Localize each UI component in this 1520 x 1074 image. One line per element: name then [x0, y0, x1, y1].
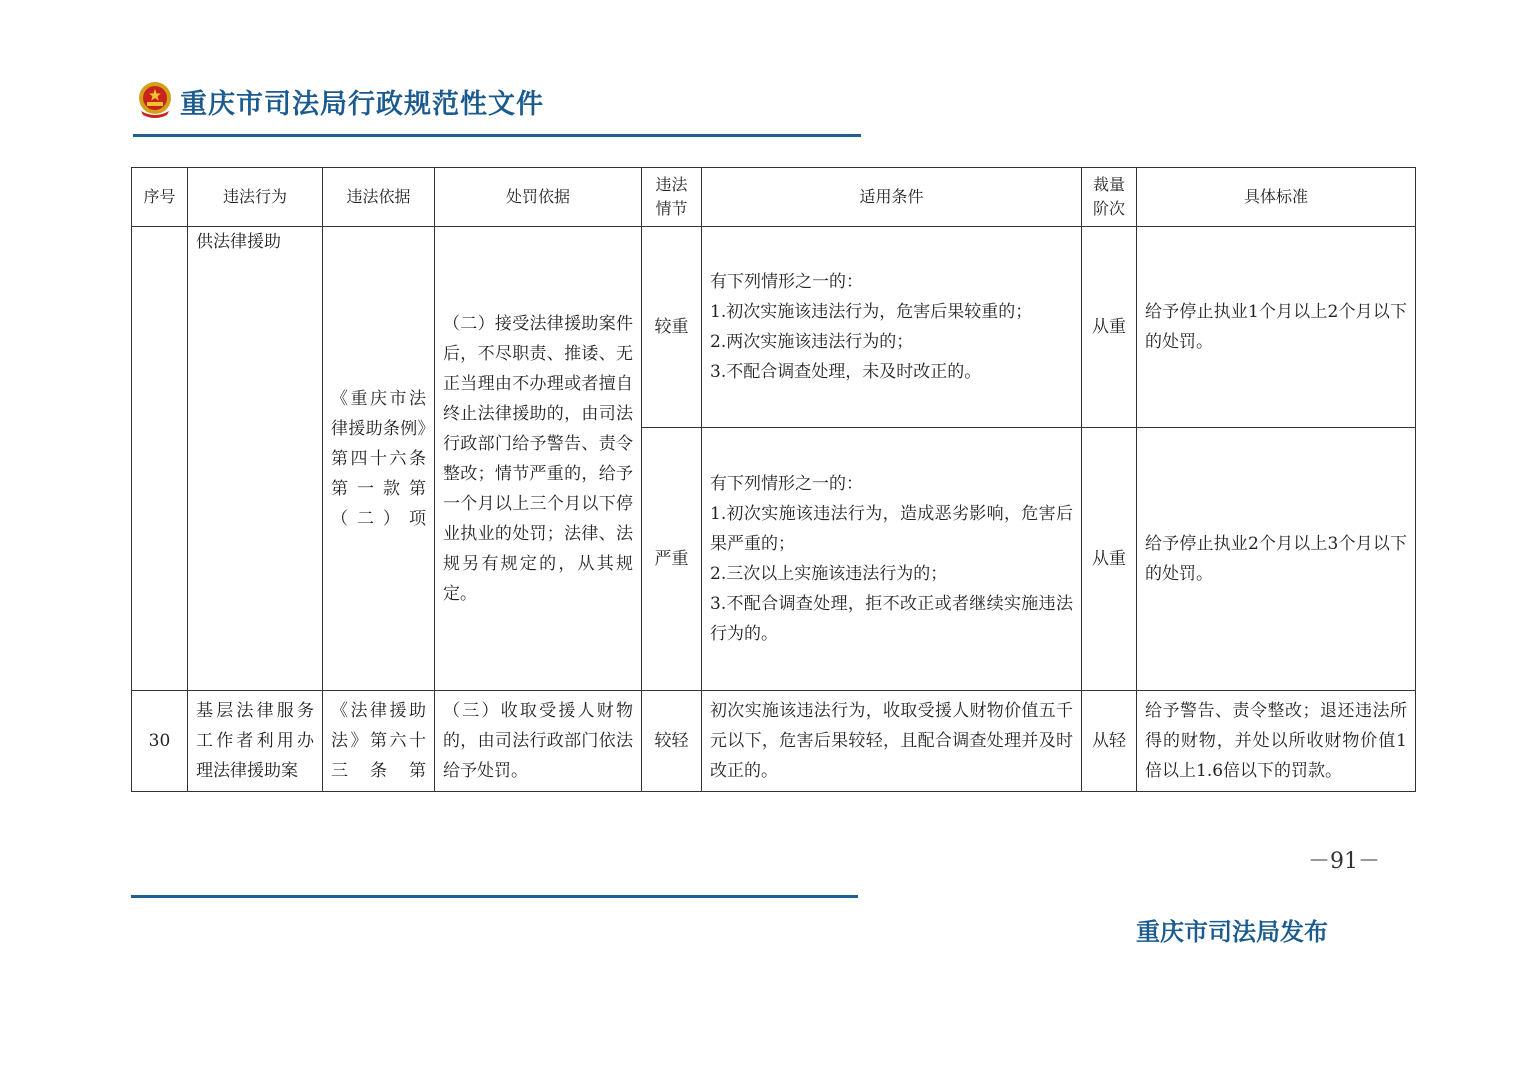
page-number: －91－	[1308, 849, 1380, 874]
document-header-title: 重庆市司法局行政规范性文件	[180, 89, 544, 120]
penalty-standards-table	[131, 167, 1416, 792]
condition-line: 有下列情形之一的：	[710, 272, 863, 292]
penalty-basis-cell: （三）收取受援人财物的，由司法行政部门依法给予处罚。	[435, 691, 642, 792]
conditions-cell	[702, 428, 1082, 691]
specific-standard-cell: 给予停止执业1个月以上2个月以下的处罚。	[1137, 227, 1416, 428]
condition-line: 1.初次实施该违法行为，造成恶劣影响，危害后果严重的；	[710, 504, 1073, 554]
row-number-cell: 30	[132, 691, 188, 792]
condition-line: 3.不配合调查处理，未及时改正的。	[710, 362, 982, 382]
footer-divider	[131, 895, 858, 898]
condition-line: 2.三次以上实施该违法行为的；	[710, 564, 948, 584]
table-row	[132, 691, 1416, 792]
table-header-row	[132, 168, 1416, 227]
discretion-level-cell: 从重	[1082, 227, 1137, 428]
specific-standard-cell: 给予警告、责令整改；退还违法所得的财物，并处以所收财物价值1倍以上1.6倍以下的罚款。	[1137, 691, 1416, 792]
penalty-basis-cell: （二）接受法律援助案件后，不尽职责、推诿、无正当理由不办理或者擅自终止法律援助的，由司法行政部门给予警告、责令整改；情节严重的，给予一个月以上三个月以下停业执业的处罚；法律、法规另有规定的，从其规定。	[435, 227, 642, 691]
column-header: 裁量阶次	[1082, 168, 1137, 227]
national-emblem-icon	[137, 81, 173, 119]
discretion-level-cell: 从轻	[1082, 691, 1137, 792]
column-header: 违法行为	[188, 168, 323, 227]
violation-behavior-cell: 基层法律服务工作者利用办理法律援助案	[188, 691, 323, 792]
header-divider	[133, 134, 861, 137]
column-header: 具体标准	[1137, 168, 1416, 227]
condition-line: 有下列情形之一的：	[710, 474, 863, 494]
publisher-label: 重庆市司法局发布	[1136, 918, 1328, 946]
severity-cell: 严重	[642, 428, 702, 691]
condition-line: 2.两次实施该违法行为的；	[710, 332, 914, 352]
column-header: 违法依据	[323, 168, 435, 227]
row-number-cell	[132, 227, 188, 691]
legal-basis-cell: 《法律援助法》第六十三条第	[323, 691, 435, 792]
severity-cell: 较重	[642, 227, 702, 428]
specific-standard-cell: 给予停止执业2个月以上3个月以下的处罚。	[1137, 428, 1416, 691]
column-header: 违法情节	[642, 168, 702, 227]
condition-line: 3.不配合调查处理，拒不改正或者继续实施违法行为的。	[710, 594, 1073, 644]
severity-cell: 较轻	[642, 691, 702, 792]
column-header: 处罚依据	[435, 168, 642, 227]
column-header: 适用条件	[702, 168, 1082, 227]
table-row	[132, 227, 1416, 428]
discretion-level-cell: 从重	[1082, 428, 1137, 691]
legal-basis-cell: 《重庆市法律援助条例》第四十六条第一款第（二）项	[323, 227, 435, 691]
violation-behavior-cell: 供法律援助	[188, 227, 323, 691]
conditions-cell	[702, 227, 1082, 428]
column-header: 序号	[132, 168, 188, 227]
condition-line: 1.初次实施该违法行为，危害后果较重的；	[710, 302, 1033, 322]
conditions-cell: 初次实施该违法行为，收取受援人财物价值五千元以下，危害后果较轻，且配合调查处理并及时改正的。	[702, 691, 1082, 792]
